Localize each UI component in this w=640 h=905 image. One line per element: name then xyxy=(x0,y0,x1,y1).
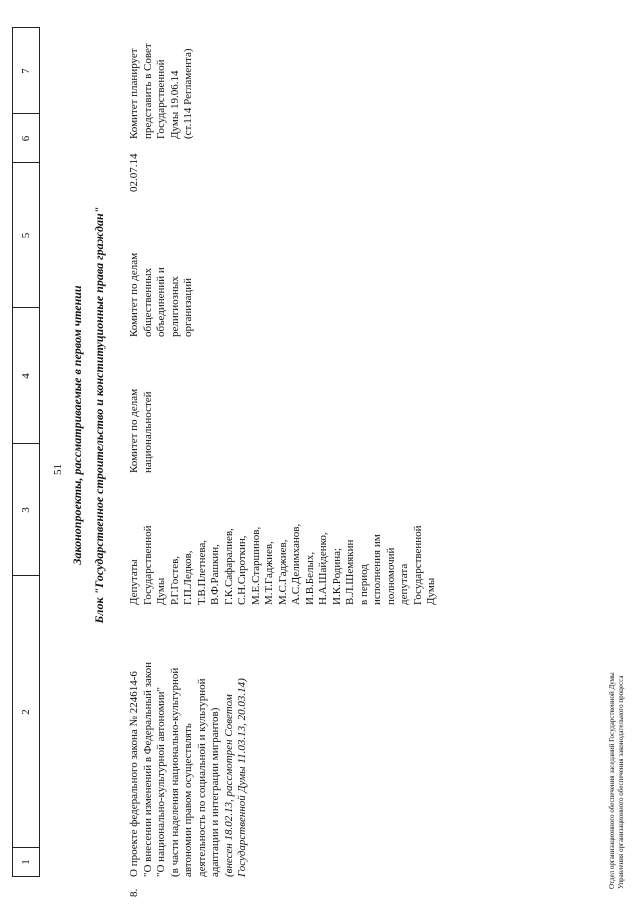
initiator-line: И.К.Родина; xyxy=(330,547,343,605)
responsible-line: Комитет по делам xyxy=(128,252,140,337)
responsible-line: общественных xyxy=(141,267,154,337)
co-executor-line: Комитет по делам xyxy=(128,388,140,473)
column-number-2: 2 xyxy=(20,709,32,715)
column-number-3: 3 xyxy=(20,507,32,513)
column-number-6: 6 xyxy=(20,135,32,142)
responsible-committee xyxy=(128,253,196,337)
initiator-line: Депутаты xyxy=(128,559,140,605)
page-number: 51 xyxy=(52,464,64,475)
note-line: (ст.114 Регламента) xyxy=(182,48,194,139)
initiator-line: депутата xyxy=(398,563,410,605)
initiator-line: Думы xyxy=(425,577,437,605)
co-executor-committee xyxy=(128,389,155,473)
initiator-line: В.Л.Шемякин xyxy=(344,539,356,605)
planned-date: 02.07.14 xyxy=(128,153,140,192)
description-line: деятельность по социальной и культурной xyxy=(195,678,208,877)
initiator-line: Т.В.Плетнева, xyxy=(195,539,208,605)
description-line: "О национально-культурной автономии" xyxy=(155,687,167,877)
responsible-line: объединений и xyxy=(155,267,167,337)
footer xyxy=(608,672,626,889)
note-line: представить в Совет xyxy=(141,43,154,139)
initiator-line: Н.А.Шайденко, xyxy=(317,532,329,605)
row-number: 8. xyxy=(128,888,140,897)
initiator-line: И.В.Белых, xyxy=(303,551,316,605)
description-note-line: (внесен 18.02.13, рассмотрен Советом xyxy=(222,694,235,877)
initiator-line: полномочий xyxy=(384,547,397,605)
row-note xyxy=(128,43,196,139)
column-number-header xyxy=(12,27,40,877)
initiator-line: М.Е.Старшинов, xyxy=(249,526,262,605)
initiator-line: исполнения им xyxy=(371,534,383,605)
column-number-4: 4 xyxy=(20,373,32,379)
initiator-line: С.Н.Сироткин, xyxy=(236,535,248,605)
co-executor-line: национальностей xyxy=(141,391,154,473)
footer-line: Отдел организационного обеспечения заседаний Государственной Думы xyxy=(608,672,616,889)
initiator-line: А.С.Делимханов, xyxy=(290,523,302,605)
column-number-5: 5 xyxy=(20,232,32,239)
responsible-line: религиозных xyxy=(168,276,181,337)
initiator-line: В.Ф.Рашкин, xyxy=(209,544,221,605)
initiator-line: Г.П.Ледков, xyxy=(182,550,194,605)
initiator-line: Думы xyxy=(155,577,167,605)
note-line: Комитет планирует xyxy=(128,48,140,139)
column-number-7: 7 xyxy=(20,68,32,74)
responsible-line: организаций xyxy=(182,277,194,337)
block-title: Блок "Государственное строительство и конституционные права граждан" xyxy=(92,206,106,624)
description-note-line: Государственной Думы 11.03.13, 20.03.14) xyxy=(236,678,248,877)
description-line: (в части наделения национально-культурной xyxy=(168,667,181,877)
description-line: автономии правом осуществлять xyxy=(182,723,194,877)
initiator-line: М.Т.Гаджиев, xyxy=(263,541,275,605)
note-line: Государственной xyxy=(155,59,167,139)
initiator-line: Р.Г.Гостев, xyxy=(168,555,181,605)
description-line: О проекте федерального закона № 224614-6 xyxy=(128,671,140,877)
note-line: Думы 19.06.14 xyxy=(168,70,181,139)
column-number-1: 1 xyxy=(20,859,32,865)
section-title: Законопроекты, рассматриваемые в первом чтении xyxy=(70,285,84,565)
initiator-line: Государственной xyxy=(141,525,154,605)
footer-line: Управления организационного обеспечения законодательного процесса xyxy=(617,675,625,889)
initiators xyxy=(128,524,439,605)
initiator-line: М.С.Гаджиев, xyxy=(276,539,289,605)
description-line: "О внесении изменений в Федеральный закон xyxy=(141,662,154,877)
initiator-line: Государственной xyxy=(411,525,424,605)
initiator-line: Г.К.Сафаралиев, xyxy=(222,528,235,605)
initiator-line: в период xyxy=(357,564,370,605)
description-line: адаптации и интеграции мигрантов) xyxy=(209,707,221,877)
bill-description xyxy=(128,662,250,877)
